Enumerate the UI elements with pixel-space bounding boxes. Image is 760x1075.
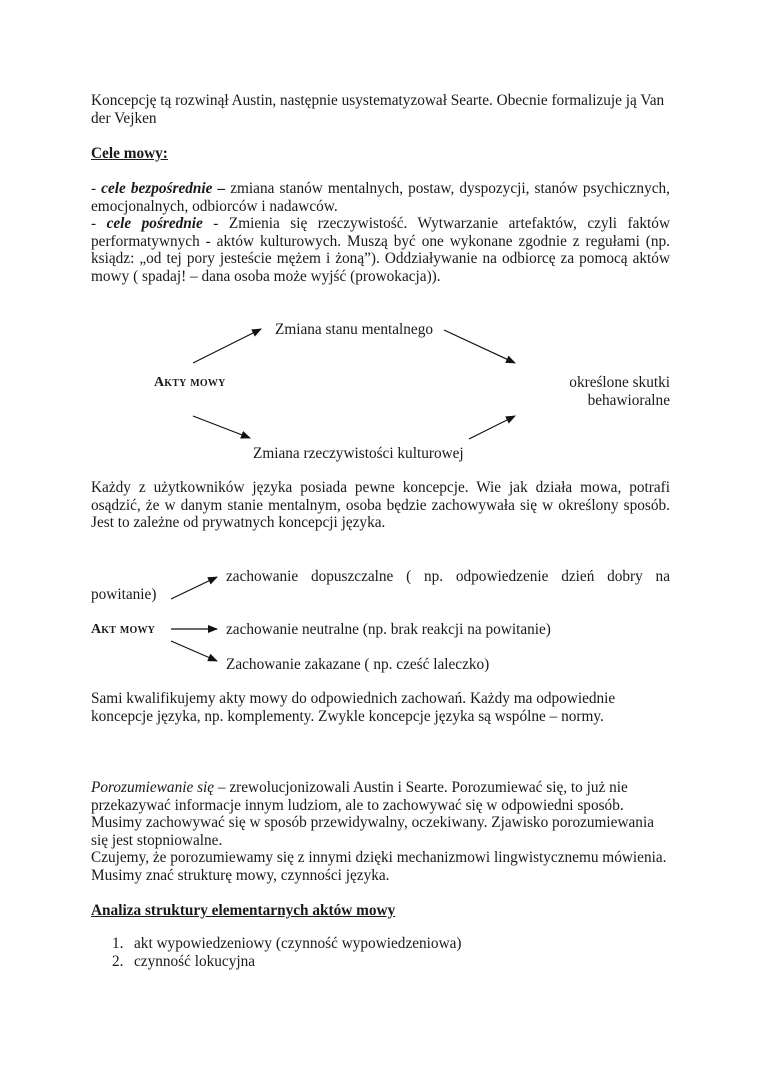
diagram1-target-line2: behawioralne [587, 392, 670, 409]
diagram2-option2: zachowanie neutralne (np. brak reakcji na powitanie) [226, 621, 551, 638]
porozumiewanie-line1-text: – zrewolucjonizowali Austin i Searte. Porozumiewać się, to już nie [214, 779, 628, 796]
cele-posrednie-paragraph [91, 215, 670, 285]
arrow-icon [469, 416, 515, 439]
section-heading-analiza: Analiza struktury elementarnych aktów mowy [91, 902, 396, 919]
cele-posrednie-text: - Zmienia się rzeczywistość. Wytwarzanie artefaktów, czyli faktów performatywnych - aktów kulturowych. Muszą być one wykonane zgodnie z regułami (np. ksiądz: „od tej pory jesteście mężem i żoną”). Oddziaływanie na odbiorcę za pomocą aktów mowy ( spadaj! – dana osoba może wyjść (prowokacja)). [91, 215, 670, 285]
arrow-icon [444, 330, 515, 363]
list-item [91, 953, 462, 971]
list-item-number: 2. [112, 952, 124, 970]
arrow-icon [193, 329, 261, 363]
diagram2-option1-line1: zachowanie dopuszczalne ( np. odpowiedzenie dzień dobry na [226, 568, 670, 585]
dash: - [91, 180, 102, 197]
arrow-icon [193, 416, 250, 438]
kwalifikacja-line1: Sami kwalifikujemy akty mowy do odpowiednich zachowań. Każdy ma odpowiednie [91, 690, 616, 707]
koncepcje-paragraph: Każdy z użytkowników języka posiada pewne koncepcje. Wie jak działa mowa, potrafi osądzić, że w danym stanie mentalnym, osoba będzie zachowywała się w określony sposób. Jest to zależne od prywatnych koncepcji języka. [91, 479, 670, 532]
list-item [91, 935, 462, 953]
list-item-text: akt wypowiedzeniowy (czynność wypowiedzeniowa) [134, 935, 462, 952]
diagram2-option1-line2: powitanie) [91, 586, 157, 603]
porozumiewanie-line6: Musimy znać strukturę mowy, czynności języka. [91, 867, 390, 884]
section-heading-cele-mowy: Cele mowy: [91, 145, 168, 162]
analiza-list [91, 935, 462, 970]
diagram1-target-line1: określone skutki [569, 374, 670, 391]
cele-bezposrednie-text: zmiana stanów mentalnych, postaw, dyspozycji, stanów psychicznych, emocjonalnych, odbiorców i nadawców. [91, 180, 670, 215]
arrow-icon [171, 641, 217, 661]
porozumiewanie-line4: się jest stopniowalne. [91, 832, 223, 849]
diagram2-source-node: Akt mowy [91, 622, 156, 637]
term-cele-posrednie: cele pośrednie [106, 215, 203, 232]
term-cele-bezposrednie: cele bezpośrednie – [101, 180, 226, 197]
diagram1-source-node: Akty mowy [154, 375, 226, 390]
diagram1-bottom-node: Zmiana rzeczywistości kulturowej [253, 445, 464, 462]
porozumiewanie-line3: Musimy zachowywać się w sposób przewidywalny, oczekiwany. Zjawisko porozumiewania [91, 814, 654, 831]
term-porozumiewanie: Porozumiewanie się [91, 779, 215, 796]
arrow-icon [171, 577, 217, 599]
kwalifikacja-line2: koncepcje języka, np. komplementy. Zwykle koncepcje języka są wspólne – normy. [91, 708, 604, 725]
diagram1-top-node: Zmiana stanu mentalnego [275, 321, 434, 338]
dash: - [91, 215, 107, 232]
list-item-number: 1. [112, 935, 124, 952]
porozumiewanie-line2: przekazywać informacje innym ludziom, ale to zachowywać się w odpowiedni sposób. [91, 797, 624, 814]
porozumiewanie-line5: Czujemy, że porozumiewamy się z innymi dzięki mechanizmowi lingwistycznemu mówienia. [91, 849, 667, 866]
cele-bezposrednie-paragraph [91, 180, 670, 215]
intro-paragraph: Koncepcję tą rozwinął Austin, następnie usystematyzował Searte. Obecnie formalizuje ją Van der Vejken [91, 92, 665, 127]
list-item-text: czynność lokucyjna [134, 952, 256, 970]
diagram2-option3: Zachowanie zakazane ( np. cześć laleczko) [226, 656, 490, 673]
porozumiewanie-line1 [91, 779, 628, 797]
